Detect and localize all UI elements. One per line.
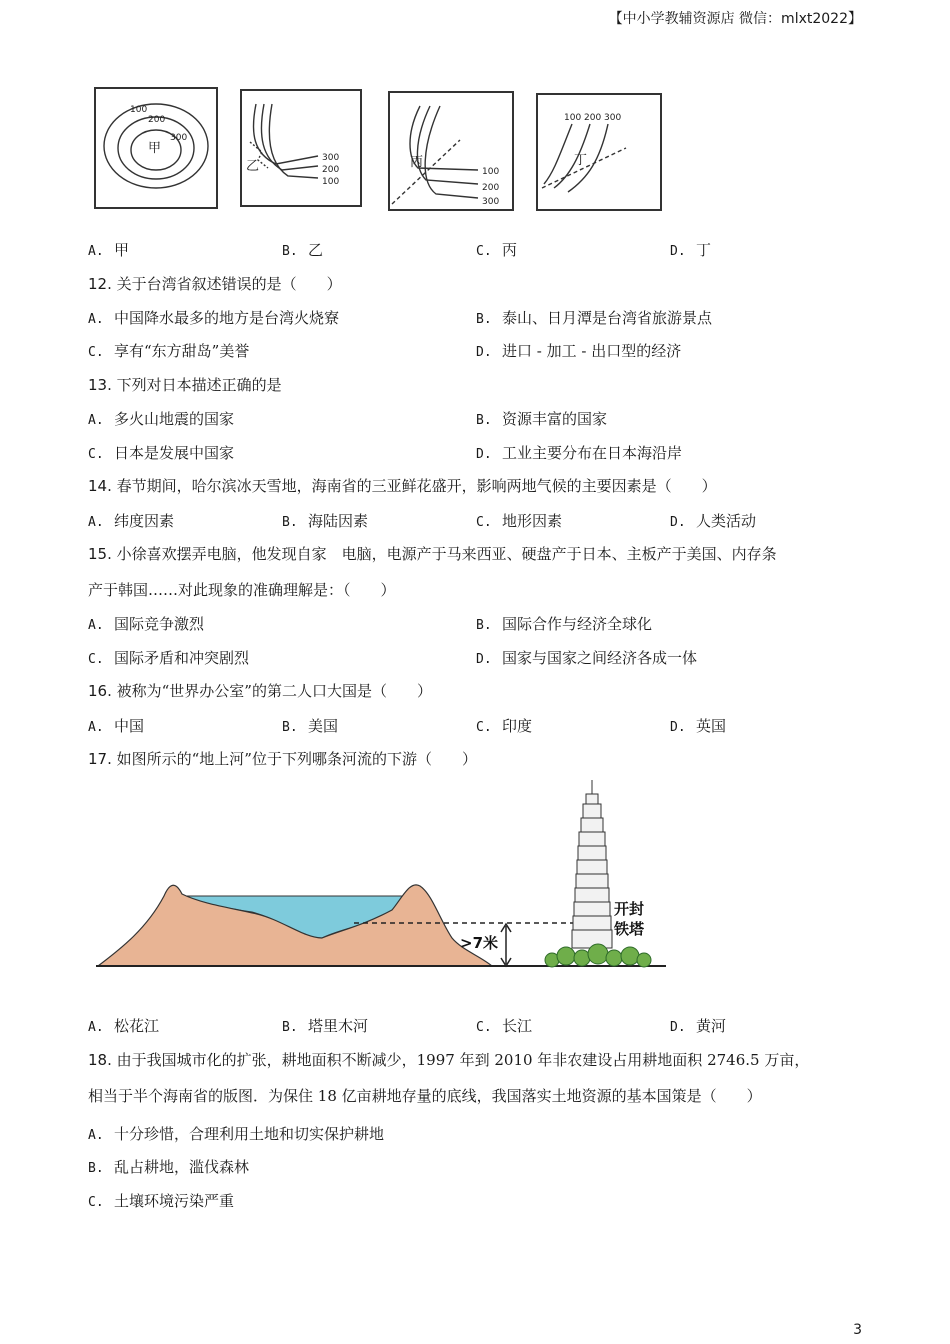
q18-option-a[interactable]: A. 十分珍惜，合理利用土地和切实保护耕地 xyxy=(88,1125,385,1143)
q14-option-c[interactable]: C. 地形因素 xyxy=(476,512,563,530)
question-18-line-2: 相当于半个海南省的版图．为保住 18 亿亩耕地存量的底线，我国落实土地资源的基本国策是（ ） xyxy=(88,1087,762,1105)
contour-map-jia xyxy=(95,88,217,208)
page-header: 【中小学教辅资源店 微信：mlxt2022】 xyxy=(608,11,862,27)
q18-option-c[interactable]: C. 土壤环境污染严重 xyxy=(88,1192,235,1210)
q12-option-d[interactable]: D. 进口 - 加工 - 出口型的经济 xyxy=(476,342,682,360)
question-13: 13. 下列对日本描述正确的是 xyxy=(88,376,282,394)
question-14: 14. 春节期间，哈尔滨冰天雪地，海南省的三亚鲜花盛开，影响两地气候的主要因素是（ ） xyxy=(88,477,717,495)
q16-option-c[interactable]: C. 印度 xyxy=(476,717,533,735)
contour-maps-figure xyxy=(90,84,670,216)
tree-shrubs-icon xyxy=(545,944,651,967)
q18-option-b[interactable]: B. 乱占耕地，滥伐森林 xyxy=(88,1158,250,1176)
q14-option-d[interactable]: D. 人类活动 xyxy=(670,512,757,530)
q12-option-b[interactable]: B. 泰山、日月潭是台湾省旅游景点 xyxy=(476,309,713,327)
contour-label-jia: 甲 xyxy=(148,141,162,156)
contour-label-yi: 乙 xyxy=(246,159,260,174)
q14-option-a[interactable]: A. 纬度因素 xyxy=(88,512,175,530)
q16-option-b[interactable]: B. 美国 xyxy=(282,717,339,735)
contour-value: 200 xyxy=(584,113,602,123)
tower-label-line-1: 开封 xyxy=(614,900,645,918)
q15-option-b[interactable]: B. 国际合作与经济全球化 xyxy=(476,615,653,633)
q13-option-b[interactable]: B. 资源丰富的国家 xyxy=(476,410,608,428)
q12-option-a[interactable]: A. 中国降水最多的地方是台湾火烧寮 xyxy=(88,309,340,327)
question-15-line-2: 产于韩国……对此现象的准确理解是：（ ） xyxy=(88,581,396,599)
q11-option-a[interactable]: A. 甲 xyxy=(88,241,130,259)
contour-value: 100 xyxy=(322,177,340,187)
elevated-river-figure xyxy=(92,778,672,978)
contour-value: 200 xyxy=(148,115,166,125)
tower-label-line-2: 铁塔 xyxy=(614,920,645,938)
question-15: 15. 小徐喜欢摆弄电脑，他发现自家 电脑，电源产于马来西亚、硬盘产于日本、主板产于美国、内存条 xyxy=(88,545,777,563)
question-17: 17. 如图所示的“地上河”位于下列哪条河流的下游（ ） xyxy=(88,750,477,768)
q15-option-d[interactable]: D. 国家与国家之间经济各成一体 xyxy=(476,649,698,667)
contour-value: 200 xyxy=(482,183,500,193)
question-16: 16. 被称为“世界办公室”的第二人口大国是（ ） xyxy=(88,682,432,700)
contour-value: 100 xyxy=(564,113,582,123)
q15-option-a[interactable]: A. 国际竞争激烈 xyxy=(88,615,205,633)
kaifeng-iron-tower-icon xyxy=(572,780,612,948)
q14-option-b[interactable]: B. 海陆因素 xyxy=(282,512,369,530)
contour-map-bing xyxy=(389,92,513,210)
contour-value: 300 xyxy=(604,113,622,123)
contour-map-yi xyxy=(241,90,361,206)
q11-option-c[interactable]: C. 丙 xyxy=(476,241,518,259)
contour-map-ding xyxy=(537,94,661,210)
q16-option-a[interactable]: A. 中国 xyxy=(88,717,145,735)
q17-option-b[interactable]: B. 塔里木河 xyxy=(282,1017,369,1035)
q13-option-c[interactable]: C. 日本是发展中国家 xyxy=(88,444,235,462)
contour-label-bing: 丙 xyxy=(410,155,424,170)
contour-value: 200 xyxy=(322,165,340,175)
contour-label-ding: 丁 xyxy=(574,153,588,168)
page-number: 3 xyxy=(853,1322,862,1338)
contour-value: 300 xyxy=(322,153,340,163)
q11-option-d[interactable]: D. 丁 xyxy=(670,241,712,259)
contour-value: 100 xyxy=(482,167,500,177)
contour-value: 300 xyxy=(482,197,500,207)
contour-value: 100 xyxy=(130,105,148,115)
height-label: >7米 xyxy=(460,934,499,952)
question-12: 12. 关于台湾省叙述错误的是（ ） xyxy=(88,275,342,293)
q13-option-d[interactable]: D. 工业主要分布在日本海沿岸 xyxy=(476,444,683,462)
q17-option-a[interactable]: A. 松花江 xyxy=(88,1017,160,1035)
q15-option-c[interactable]: C. 国际矛盾和冲突剧烈 xyxy=(88,649,250,667)
q11-option-b[interactable]: B. 乙 xyxy=(282,241,324,259)
question-18: 18. 由于我国城市化的扩张，耕地面积不断减少，1997 年到 2010 年非农建设占用耕地面积 2746.5 万亩， xyxy=(88,1051,810,1069)
q16-option-d[interactable]: D. 英国 xyxy=(670,717,727,735)
q13-option-a[interactable]: A. 多火山地震的国家 xyxy=(88,410,235,428)
q17-option-c[interactable]: C. 长江 xyxy=(476,1017,533,1035)
q12-option-c[interactable]: C. 享有“东方甜岛”美誉 xyxy=(88,342,250,360)
q17-option-d[interactable]: D. 黄河 xyxy=(670,1017,727,1035)
contour-value: 300 xyxy=(170,133,188,143)
